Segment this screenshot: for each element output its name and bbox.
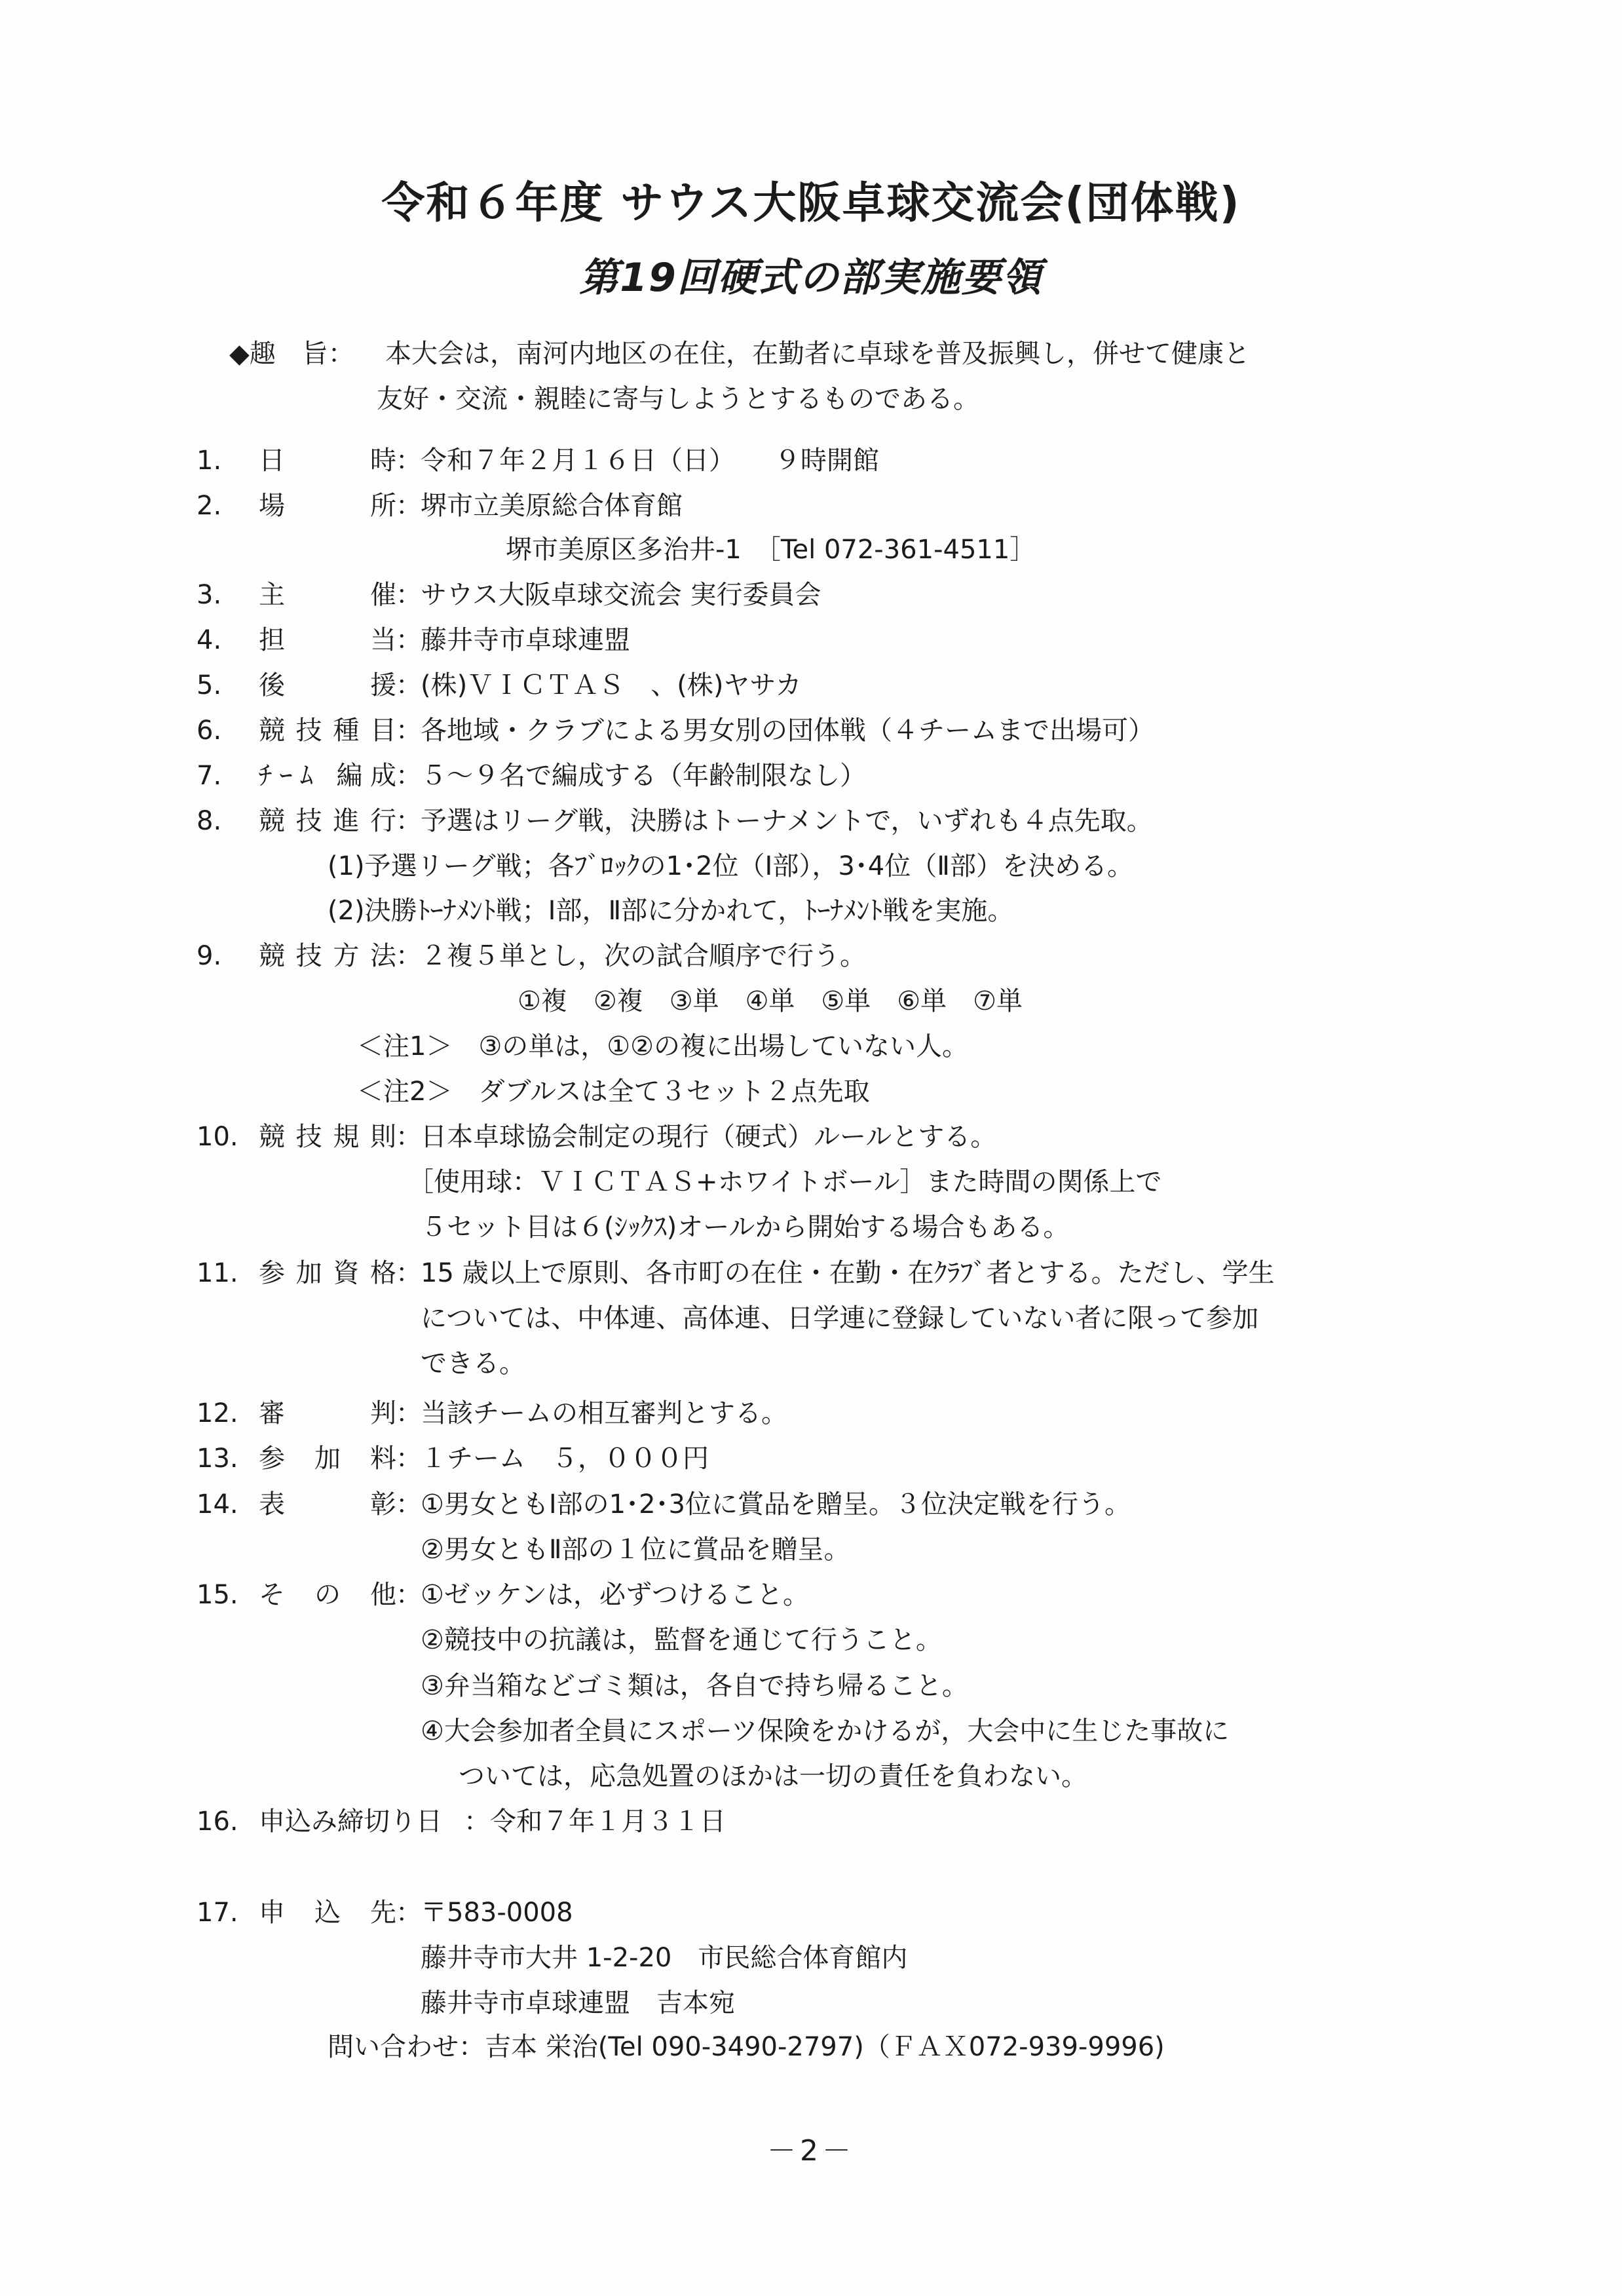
item-8-number: 8. xyxy=(197,806,222,836)
item-9-number: 9. xyxy=(197,941,222,971)
item-15-line-2: ②競技中の抗議は，監督を通じて行うこと。 xyxy=(421,1625,942,1655)
item-7-colon: ： xyxy=(396,761,422,791)
item-14-line-2: ②男女ともⅡ部の１位に賞品を贈呈。 xyxy=(421,1535,850,1565)
item-10-colon: ： xyxy=(396,1122,422,1152)
item-12-label: 審 判 xyxy=(259,1398,396,1428)
item-9-value: ２複５単とし，次の試合順序で行う。 xyxy=(421,941,866,971)
item-2-number: 2. xyxy=(197,491,222,521)
item-14-number: 14. xyxy=(197,1489,238,1520)
item-11-label: 参加資格 xyxy=(259,1258,396,1288)
item-9-colon: ： xyxy=(396,941,422,971)
item-13-label: 参 加 料 xyxy=(259,1444,396,1474)
document-title: 令和６年度 サウス大阪卓球交流会(団体戦) xyxy=(381,178,1241,228)
item-10-line-2: ［使用球：ＶＩＣＴＡＳ+ホワイトボール］また時間の関係上で xyxy=(407,1167,1162,1197)
item-3-number: 3. xyxy=(197,580,222,610)
item-13-number: 13. xyxy=(197,1444,238,1474)
item-7-value: ５～９名で編成する（年齢制限なし） xyxy=(421,761,866,791)
item-16-colon: ： xyxy=(464,1807,490,1837)
item-10-value: 日本卓球協会制定の現行（硬式）ルールとする。 xyxy=(421,1122,997,1152)
item-16-label: 申込み締切り日 xyxy=(259,1807,442,1837)
item-13-colon: ： xyxy=(396,1444,422,1474)
item-10-number: 10. xyxy=(197,1122,238,1152)
item-4-label: 担 当 xyxy=(259,625,396,655)
item-5-colon: ： xyxy=(396,670,422,700)
item-3-label: 主 催 xyxy=(259,580,396,610)
item-9-note-2: ＜注2＞ ダブルスは全て３セット２点先取 xyxy=(357,1077,870,1107)
item-6-value: 各地域・クラブによる男女別の団体戦（４チームまで出場可） xyxy=(421,716,1154,746)
item-17-recipient: 藤井寺市卓球連盟 吉本宛 xyxy=(421,1988,735,2018)
item-12-colon: ： xyxy=(396,1398,422,1428)
item-6-number: 6. xyxy=(197,716,222,746)
item-10-label: 競技規則 xyxy=(259,1122,396,1152)
item-7-label: ﾁｰﾑ 編成 xyxy=(259,761,396,791)
item-17-contact: 問い合わせ：吉本 栄治(Tel 090-3490-2797)（ＦＡＸ072-939-9996) xyxy=(328,2032,1165,2062)
document-subtitle: 第19回硬式の部実施要領 xyxy=(579,255,1043,301)
item-8-sub-2: (2)決勝ﾄｰﾅﾒﾝﾄ戦；Ⅰ部，Ⅱ部に分かれて，ﾄｰﾅﾒﾝﾄ戦を実施。 xyxy=(328,896,1014,926)
item-6-label: 競技種目 xyxy=(259,716,396,746)
item-8-label: 競技進行 xyxy=(259,806,396,836)
item-17-number: 17. xyxy=(197,1898,238,1928)
item-4-colon: ： xyxy=(396,625,422,655)
item-15-colon: ： xyxy=(396,1580,422,1610)
item-2-address: 堺市美原区多治井-1 ［Tel 072-361-4511］ xyxy=(506,535,1036,565)
item-9-note-1: ＜注1＞ ③の単は，①②の複に出場していない人。 xyxy=(357,1031,969,1062)
purpose-line-2: 友好・交流・親睦に寄与しようとするものである。 xyxy=(377,384,979,414)
item-15-label: そ の 他 xyxy=(259,1580,396,1610)
item-5-value: (株)ＶＩＣＴＡＳ 、(株)ヤサカ xyxy=(421,670,802,700)
item-1-colon: ： xyxy=(396,446,422,476)
item-15-line-4: ④大会参加者全員にスポーツ保険をかけるが，大会中に生じた事故に xyxy=(421,1716,1230,1746)
item-14-label: 表 彰 xyxy=(259,1489,396,1520)
item-11-line-3: できる。 xyxy=(421,1349,525,1379)
page-number: －2－ xyxy=(767,2134,855,2168)
item-13-value: １チーム ５，０００円 xyxy=(421,1444,709,1474)
item-11-colon: ： xyxy=(396,1258,422,1288)
item-14-colon: ： xyxy=(396,1489,422,1520)
item-17-postal-code: 〒583-0008 xyxy=(421,1898,573,1928)
item-8-colon: ： xyxy=(396,806,422,836)
item-3-colon: ： xyxy=(396,580,422,610)
item-5-number: 5. xyxy=(197,670,222,700)
item-15-number: 15. xyxy=(197,1580,238,1610)
item-3-value: サウス大阪卓球交流会 実行委員会 xyxy=(421,580,821,610)
item-9-match-order: ①複 ②複 ③単 ④単 ⑤単 ⑥単 ⑦単 xyxy=(518,986,1023,1016)
item-8-sub-1: (1)予選リーグ戦；各ﾌﾞﾛｯｸの1･2位（Ⅰ部），3･4位（Ⅱ部）を決める。 xyxy=(328,851,1133,881)
item-15-line-3: ③弁当箱などゴミ類は，各自で持ち帰ること。 xyxy=(421,1671,968,1701)
item-4-number: 4. xyxy=(197,625,222,655)
item-15-line-5: ついては，応急処置のほかは一切の責任を負わない。 xyxy=(459,1761,1087,1791)
item-1-label: 日 時 xyxy=(259,446,396,476)
item-12-value: 当該チームの相互審判とする。 xyxy=(421,1398,787,1428)
item-12-number: 12. xyxy=(197,1398,238,1428)
item-11-number: 11. xyxy=(197,1258,238,1288)
item-8-value: 予選はリーグ戦，決勝はトーナメントで，いずれも４点先取。 xyxy=(421,806,1153,836)
item-1-number: 1. xyxy=(197,446,222,476)
item-14-value: ①男女ともⅠ部の1･2･3位に賞品を贈呈。３位決定戦を行う。 xyxy=(421,1489,1131,1520)
item-17-address: 藤井寺市大井 1-2-20 市民総合体育館内 xyxy=(421,1943,908,1973)
item-10-line-3: ５セット目は６(ｼｯｸｽ)オールから開始する場合もある。 xyxy=(421,1212,1070,1242)
item-17-label: 申 込 先 xyxy=(259,1898,396,1928)
item-9-label: 競技方法 xyxy=(259,941,396,971)
item-2-label: 場 所 xyxy=(259,491,396,521)
item-2-value: 堺市立美原総合体育館 xyxy=(421,491,683,521)
item-2-colon: ： xyxy=(396,491,422,521)
purpose-label: ◆趣 旨： xyxy=(229,339,354,369)
item-5-label: 後 援 xyxy=(259,670,396,700)
item-16-number: 16. xyxy=(197,1807,238,1837)
item-15-value: ①ゼッケンは，必ずつけること。 xyxy=(421,1580,810,1610)
item-1-value: 令和７年２月１６日（日） ９時開館 xyxy=(421,446,879,476)
item-4-value: 藤井寺市卓球連盟 xyxy=(421,625,630,655)
item-11-line-2: については、中体連、高体連、日学連に登録していない者に限って参加 xyxy=(421,1303,1259,1333)
item-16-value: 令和７年１月３１日 xyxy=(490,1807,726,1837)
item-7-number: 7. xyxy=(197,761,222,791)
purpose-line-1: 本大会は，南河内地区の在住，在勤者に卓球を普及振興し，併せて健康と xyxy=(385,339,1250,369)
item-11-value: 15 歳以上で原則、各市町の在住・在勤・在ｸﾗﾌﾞ者とする。ただし、学生 xyxy=(421,1258,1275,1288)
item-17-colon: ： xyxy=(396,1898,422,1928)
item-6-colon: ： xyxy=(396,716,422,746)
